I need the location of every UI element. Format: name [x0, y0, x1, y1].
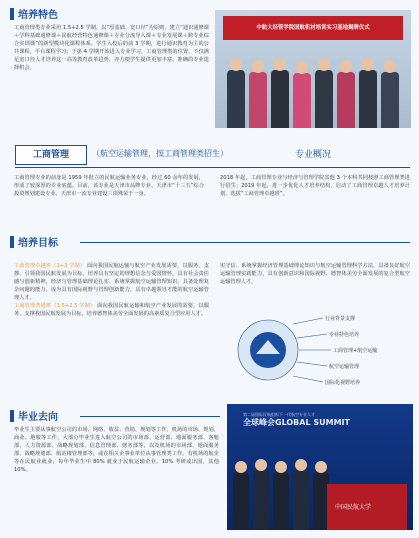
goals-title: 培养目标: [18, 238, 58, 249]
features-header: [10, 6, 58, 21]
goals-header: [10, 234, 58, 249]
section-bar: [10, 410, 14, 422]
career-header: [10, 408, 58, 423]
summit-title: 全球峰会GLOBAL SUMMIT: [243, 418, 350, 427]
track1-text: 面向我国民航运输与航空产业发展需要，以服务、支撑、引领我国民航发展为目标，培养具有坚定的理想信念与爱国情怀，具有社会责任感与创新精神，经济与管理基础理论扎实、系统掌握航空运输管理知识，具备处理复杂问题的能力，成为具有国际视野与管理创新能力，具有卓越领导才能的航空运输管理人才。: [14, 263, 209, 301]
goals-diagram: [223, 310, 413, 390]
features-text: 工商管理类专业采用 1.5+2.5 学制，以“厚基础、宽口径”为原则，建立“通识通修课＋学科基础通修课＋民航经营特色通修课＋专业分流导入课＋专业发展课＋跨专业综合实训课”的新型模块化课程体系，学生入校后的前 3 学期，进行通识教育为主的公共课程，平台课程学习；于第 4 学期开始进入专业学习，工商管理类的位置，不仅满足宽口径人才培养这一高等教育改革趋势，亦方便学生提供更加丰富、准确的专业选择机会。: [14, 25, 209, 71]
diagram-item-1: 行业背景支撑: [325, 316, 356, 322]
summit-subtitle: 第二届国际民航组织下一代航空专业人才: [243, 412, 315, 417]
major-name: 工商管理: [15, 145, 87, 165]
flag-text: 中国民航大学: [335, 504, 372, 511]
career-title: 毕业去向: [18, 412, 58, 423]
goals-right-text: 实守信、系统掌握经济管理基础理论知识与航空运输管理科学方法，具备良好航空运输管理实践能力，具有创新意识和国际视野、德智体美劳全面发展的复合型航空运输管理人才。: [220, 263, 410, 285]
goals-divider: [80, 242, 410, 243]
diagram-item-2: 专业特色培养: [329, 332, 360, 338]
diagram-item-5: 国际化视野培养: [325, 380, 361, 386]
summit-photo: [227, 404, 413, 530]
goals-left-text: [14, 262, 209, 318]
ceremony-banner: 中航大经管学院国航机材培训实习基地揭牌仪式: [223, 16, 403, 40]
section-bar: [10, 8, 14, 20]
ceremony-photo: [215, 10, 411, 128]
overview-label: 专业概况: [295, 150, 332, 160]
section-bar: [10, 236, 14, 248]
track2-label: 工商管理普通班（1.5+2.5 学制）: [14, 303, 96, 309]
major-left-text: 工商管理专业的前身是 1959 年批立的民航运输业务专业，经过 60 余年的发展，形成了较深厚的专业底蕴。目前，该专业是天津市品牌专业、天津市“十三五”综合投资规划建设专业、天津市一流专业建设三项殊荣于一身。: [14, 175, 204, 197]
career-text: 毕业生主要从事航空公司的市场、网络、收益、营销、规划等工作，机场的市场、规划、商业、地服等工作，大部分毕业生进入航空公司的市场部、运营部、地面服务部、客舱部、人力资源部、战略规划部、信息管理部、财务部等，以及机场的市场部、地面服务部、战略规划部、航站楼管理部等，或在相关企事业单位从事管理类工作。有机场的航企等在民航业就业，每年毕业生中 80% 就业于民航运输企业，10% 考研或出国，其他 10%。: [14, 427, 219, 473]
major-divider: [15, 167, 410, 168]
diagram-item-3: 工商管理+航空运输: [333, 348, 378, 354]
career-divider: [80, 416, 220, 417]
major-right-text: 2018 年起，工商管理专业与经济与管理学院其他 3 个本科共同按照工商管理类进行招生；2019 年起，进一步优化人才培养结构，启动了工商管理卓越人才培养计划，选拔“工商管理卓越班”。: [220, 175, 410, 197]
track2-text: 面向我国民航运输和航空产业发展的需要，以服务、支撑我国民航发展为目标，培养德智体美劳全面发展的高素质复合型应用人才。: [14, 303, 209, 317]
major-subtitle: （航空运输管理，按工商管理类招生）: [92, 149, 228, 158]
summit-banner: [243, 412, 367, 444]
track1-label: 工商管理卓越班（1+3 学制）: [14, 263, 86, 269]
features-title: 培养特色: [18, 10, 58, 21]
diagram-item-4: 航空运输管理: [329, 364, 360, 370]
